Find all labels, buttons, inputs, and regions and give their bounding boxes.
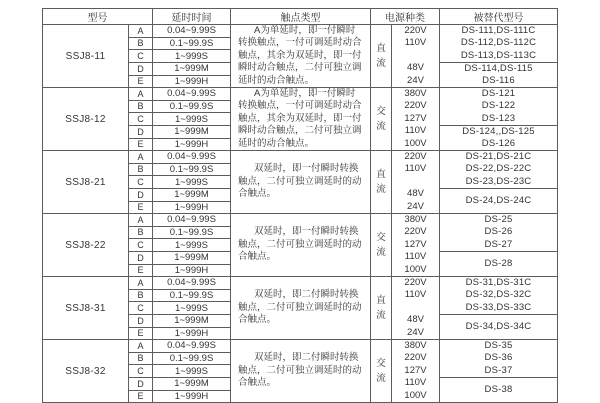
delay-time-cell: 1~999S <box>153 302 231 315</box>
variant-letter-cell: C <box>129 239 153 252</box>
variant-letter-cell: E <box>129 264 153 277</box>
contact-type-text <box>231 340 370 402</box>
delay-time-cell: 0.04~9.99S <box>153 340 231 353</box>
power-kind-char: 直 <box>376 295 386 306</box>
replaced-model: DS-111,DS-111C <box>461 24 536 36</box>
replaced-model: DS-33,DS-33C <box>465 301 532 313</box>
table-row <box>43 277 558 290</box>
delay-time-cell: 1~999H <box>153 390 231 403</box>
contact-line: 触点，其余为双延时，即一付 <box>238 112 362 124</box>
replaced-models-cell <box>440 252 558 277</box>
replaced-models-list <box>440 25 557 62</box>
replaced-model: DS-24,DS-24C <box>465 194 532 206</box>
contact-line: A为单延时，即一付瞬时 <box>254 88 356 100</box>
contact-type-cell <box>231 277 371 340</box>
delay-time-cell: 0.1~99.9S <box>153 226 231 239</box>
variant-letter-cell: E <box>129 75 153 88</box>
delay-time-cell: 1~999M <box>153 63 231 76</box>
voltage-value: 127V <box>404 364 427 376</box>
delay-time-cell: 0.04~9.99S <box>153 88 231 101</box>
contact-line: 合触点。 <box>238 188 277 200</box>
variant-letter-cell: C <box>129 50 153 63</box>
replaced-model: DS-124,,DS-125 <box>462 125 535 137</box>
header-row <box>43 9 558 25</box>
delay-time-cell: 1~999M <box>153 378 231 391</box>
delay-time-cell: 1~999H <box>153 75 231 88</box>
variant-letter-cell: E <box>129 327 153 340</box>
model-cell: SSJ8-11 <box>43 25 129 88</box>
voltage-value: 24V <box>407 200 424 212</box>
delay-time-cell: 0.04~9.99S <box>153 214 231 227</box>
voltage-value: 380V <box>404 214 427 226</box>
voltage-value: 220V <box>404 25 427 37</box>
table-row <box>43 25 558 38</box>
replaced-model: DS-123 <box>481 112 516 124</box>
contact-line: 触点，二付可独立调延时的动 <box>238 175 362 187</box>
variant-letter-cell: A <box>129 88 153 101</box>
power-kind-char: 流 <box>376 247 386 258</box>
voltage-value: 48V <box>407 62 424 74</box>
replaced-models-cell <box>440 189 558 214</box>
variant-letter-cell: C <box>129 365 153 378</box>
replaced-models-list <box>440 151 557 188</box>
power-kind-char: 交 <box>376 232 386 243</box>
variant-letter-cell: D <box>129 189 153 202</box>
variant-letter-cell: E <box>129 138 153 151</box>
variant-letter-cell: E <box>129 201 153 214</box>
replaced-model: DS-28 <box>484 257 513 269</box>
voltage-list-cell <box>392 151 440 214</box>
replaced-model: DS-121 <box>481 87 516 99</box>
voltage-value: 220V <box>404 352 427 364</box>
contact-line: 合触点。 <box>238 314 277 326</box>
delay-time-cell: 1~999S <box>153 176 231 189</box>
contact-type-cell <box>231 151 371 214</box>
delay-time-cell: 1~999M <box>153 189 231 202</box>
model-cell: SSJ8-32 <box>43 340 129 403</box>
replaced-model: DS-31,DS-31C <box>465 276 532 288</box>
replaced-models-list <box>440 277 557 314</box>
voltage-value: 110V <box>404 251 427 263</box>
delay-time-cell: 0.1~99.9S <box>153 163 231 176</box>
delay-time-cell: 1~999M <box>153 252 231 265</box>
voltage-value: 110V <box>404 125 427 137</box>
model-cell: SSJ8-22 <box>43 214 129 277</box>
replaced-models-cell <box>440 151 558 189</box>
contact-type-cell <box>231 88 371 151</box>
delay-time-cell: 1~999S <box>153 113 231 126</box>
variant-letter-cell: A <box>129 25 153 38</box>
replaced-model: DS-37 <box>484 364 513 376</box>
variant-letter-cell: C <box>129 176 153 189</box>
power-kind-text <box>371 88 391 150</box>
variant-letter-cell: A <box>129 214 153 227</box>
contact-line: 合触点。 <box>238 251 277 263</box>
variant-letter-cell: D <box>129 63 153 76</box>
delay-time-cell: 1~999H <box>153 327 231 340</box>
voltage-list <box>392 277 439 339</box>
voltage-value: 48V <box>407 188 424 200</box>
replaced-models-cell <box>440 378 558 403</box>
power-kind-cell <box>371 214 392 277</box>
voltage-value <box>392 176 439 188</box>
voltage-value: 24V <box>407 74 424 86</box>
contact-line: 触点，二付可独立调延时的动 <box>238 364 362 376</box>
power-kind-char: 交 <box>376 106 386 117</box>
variant-letter-cell: B <box>129 100 153 113</box>
contact-type-text <box>231 277 370 339</box>
replaced-model: DS-23,DS-23C <box>465 175 532 187</box>
voltage-list <box>392 151 439 213</box>
replaced-model: DS-122 <box>481 100 516 112</box>
variant-letter-cell: C <box>129 302 153 315</box>
delay-time-cell: 0.04~9.99S <box>153 25 231 38</box>
delay-time-cell: 1~999M <box>153 126 231 139</box>
power-kind-text <box>371 277 391 339</box>
contact-type-cell <box>231 25 371 88</box>
contact-line: 触点，二付可独立调延时的动 <box>238 238 362 250</box>
variant-letter-cell: D <box>129 315 153 328</box>
replaced-models-list <box>440 214 557 251</box>
model-cell: SSJ8-12 <box>43 88 129 151</box>
table-row <box>43 340 558 353</box>
delay-time-cell: 0.04~9.99S <box>153 277 231 290</box>
variant-letter-cell: D <box>129 252 153 265</box>
delay-time-cell: 0.1~99.9S <box>153 37 231 50</box>
power-kind-text <box>371 214 391 276</box>
voltage-value: 100V <box>404 263 427 275</box>
contact-line: A为单延时，即一付瞬时 <box>254 25 356 37</box>
voltage-value: 220V <box>404 277 427 289</box>
replaced-model: DS-114,DS-115 <box>464 62 533 74</box>
delay-time-cell: 1~999H <box>153 264 231 277</box>
col-header-replaced: 被替代型号 <box>440 9 558 25</box>
replaced-model: DS-36 <box>484 352 513 364</box>
voltage-value: 127V <box>404 238 427 250</box>
variant-letter-cell: B <box>129 163 153 176</box>
variant-letter-cell: A <box>129 340 153 353</box>
delay-time-cell: 0.1~99.9S <box>153 100 231 113</box>
voltage-value: 24V <box>407 326 424 338</box>
voltage-value: 220V <box>404 151 427 163</box>
delay-time-cell: 0.04~9.99S <box>153 151 231 164</box>
voltage-list-cell <box>392 25 440 88</box>
table-row <box>43 214 558 227</box>
col-header-delay: 延时时间 <box>153 9 231 25</box>
voltage-value: 220V <box>404 226 427 238</box>
voltage-list <box>392 88 439 150</box>
col-header-model: 型号 <box>43 9 153 25</box>
replaced-models-cell <box>440 63 558 88</box>
contact-line: 延时的动合触点。 <box>238 74 315 86</box>
power-kind-cell <box>371 277 392 340</box>
voltage-value <box>392 50 439 62</box>
replaced-models-list <box>440 378 557 402</box>
contact-type-text <box>231 214 370 276</box>
contact-line: 双延时，即二付瞬时转换 <box>254 289 359 301</box>
contact-type-cell <box>231 214 371 277</box>
variant-letter-cell: C <box>129 113 153 126</box>
replaced-models-list <box>440 189 557 213</box>
voltage-value: 48V <box>407 314 424 326</box>
contact-line: 转换触点，一付可调延时动合 <box>238 100 362 112</box>
contact-type-text <box>231 88 370 150</box>
voltage-value: 220V <box>404 100 427 112</box>
power-kind-cell <box>371 340 392 403</box>
voltage-value: 110V <box>404 289 427 301</box>
contact-line: 转换触点，一付可调延时动合 <box>238 37 362 49</box>
voltage-list-cell <box>392 214 440 277</box>
variant-letter-cell: A <box>129 277 153 290</box>
replaced-models-cell <box>440 214 558 252</box>
voltage-list <box>392 340 439 402</box>
contact-line: 触点，其余为双延时，即一付 <box>238 49 362 61</box>
delay-time-cell: 1~999S <box>153 50 231 63</box>
variant-letter-cell: B <box>129 352 153 365</box>
replaced-model: DS-27 <box>484 238 513 250</box>
delay-time-cell: 1~999S <box>153 365 231 378</box>
contact-line: 合触点。 <box>238 377 277 389</box>
replaced-model: DS-126 <box>481 138 516 149</box>
variant-letter-cell: D <box>129 378 153 391</box>
voltage-list-cell <box>392 340 440 403</box>
replaced-model: DS-32,DS-32C <box>465 289 532 301</box>
voltage-value: 110V <box>404 37 427 49</box>
power-kind-char: 流 <box>376 373 386 384</box>
voltage-value: 380V <box>404 88 427 100</box>
replaced-model: DS-34,DS-34C <box>465 320 532 332</box>
contact-line: 瞬时动合触点，二付可独立调 <box>238 125 362 137</box>
replaced-models-list <box>440 340 557 377</box>
table-row <box>43 151 558 164</box>
contact-type-cell <box>231 340 371 403</box>
power-kind-char: 流 <box>376 58 386 69</box>
power-kind-cell <box>371 88 392 151</box>
replaced-model: DS-112,DS-112C <box>460 37 537 49</box>
power-kind-char: 直 <box>376 43 386 54</box>
replaced-model: DS-26 <box>484 226 513 238</box>
delay-time-cell: 1~999H <box>153 138 231 151</box>
delay-time-cell: 0.1~99.9S <box>153 352 231 365</box>
variant-letter-cell: B <box>129 226 153 239</box>
col-header-contact: 触点类型 <box>231 9 371 25</box>
power-kind-char: 流 <box>376 121 386 132</box>
model-cell: SSJ8-21 <box>43 151 129 214</box>
model-cell: SSJ8-31 <box>43 277 129 340</box>
voltage-value <box>392 302 439 314</box>
contact-line: 双延时，即二付瞬时转换 <box>254 352 359 364</box>
voltage-list <box>392 214 439 276</box>
replaced-models-cell <box>440 25 558 63</box>
contact-line: 双延时，即一付瞬时转换 <box>254 226 359 238</box>
delay-time-cell: 1~999M <box>153 315 231 328</box>
power-kind-text <box>371 151 391 213</box>
power-kind-char: 交 <box>376 358 386 369</box>
voltage-value: 110V <box>404 377 427 389</box>
contact-type-text <box>231 151 370 213</box>
voltage-value: 127V <box>404 112 427 124</box>
replaced-model: DS-38 <box>484 383 513 395</box>
voltage-value: 100V <box>404 137 427 149</box>
voltage-list-cell <box>392 277 440 340</box>
replaced-models-cell <box>440 88 558 126</box>
variant-letter-cell: B <box>129 37 153 50</box>
variant-letter-cell: A <box>129 151 153 164</box>
replaced-model: DS-21,DS-21C <box>465 150 532 162</box>
contact-line: 延时的动合触点。 <box>238 137 315 149</box>
voltage-value: 110V <box>404 163 427 175</box>
delay-time-cell: 0.1~99.9S <box>153 289 231 302</box>
delay-time-cell: 1~999H <box>153 201 231 214</box>
delay-time-cell: 1~999S <box>153 239 231 252</box>
power-kind-cell <box>371 25 392 88</box>
power-kind-cell <box>371 151 392 214</box>
replaced-model: DS-35 <box>484 339 513 351</box>
table-row <box>43 88 558 101</box>
replaced-models-cell <box>440 315 558 340</box>
replaced-models-list <box>440 126 557 150</box>
replaced-models-list <box>440 88 557 125</box>
power-kind-char: 流 <box>376 310 386 321</box>
voltage-list-cell <box>392 88 440 151</box>
replaced-model: DS-25 <box>484 213 513 225</box>
power-kind-text <box>371 25 391 87</box>
replaced-model: DS-116 <box>482 75 515 86</box>
power-kind-char: 直 <box>376 169 386 180</box>
contact-line: 瞬时动合触点，二付可独立调 <box>238 62 362 74</box>
contact-type-text <box>231 25 370 87</box>
contact-line: 双延时，即一付瞬时转换 <box>254 163 359 175</box>
power-kind-char: 流 <box>376 184 386 195</box>
variant-letter-cell: D <box>129 126 153 139</box>
col-header-power: 电源种类 <box>371 9 440 25</box>
replaced-model: DS-113,DS-113C <box>460 49 537 61</box>
power-kind-text <box>371 340 391 402</box>
replaced-models-list <box>440 315 557 339</box>
contact-line: 触点，二付可独立调延时的动 <box>238 301 362 313</box>
replaced-models-cell <box>440 340 558 378</box>
replaced-models-list <box>440 252 557 276</box>
variant-letter-cell: B <box>129 289 153 302</box>
replaced-models-list <box>440 63 557 87</box>
replaced-models-cell <box>440 277 558 315</box>
voltage-list <box>392 25 439 87</box>
voltage-value: 100V <box>404 389 427 401</box>
replaced-models-cell <box>440 126 558 151</box>
replaced-model: DS-22,DS-22C <box>465 163 532 175</box>
voltage-value: 380V <box>404 340 427 352</box>
variant-letter-cell: E <box>129 390 153 403</box>
relay-spec-table <box>42 8 558 403</box>
